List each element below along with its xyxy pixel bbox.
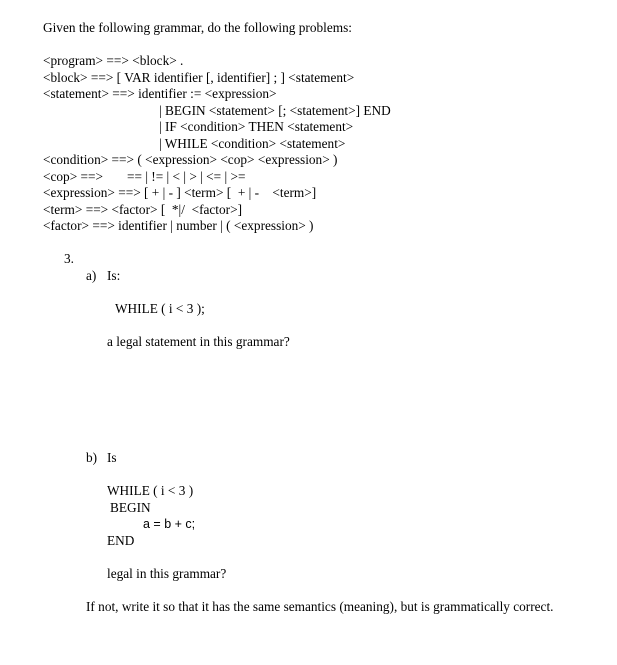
rule-program: <program> ==> <block> . xyxy=(43,53,184,68)
rule-statement-begin: | BEGIN <statement> [; <statement>] END xyxy=(159,103,391,118)
part-b-intro: Is xyxy=(107,450,117,465)
rule-factor: <factor> ==> identifier | number | ( <expression> ) xyxy=(43,218,314,233)
problem-number: 3. xyxy=(64,251,74,266)
intro-text: Given the following grammar, do the following problems: xyxy=(43,20,352,35)
part-b-code-begin: BEGIN xyxy=(110,500,151,515)
rule-statement: <statement> ==> identifier := <expression> xyxy=(43,86,277,101)
rule-term: <term> ==> <factor> [ *|/ <factor>] xyxy=(43,202,242,217)
rule-block: <block> ==> [ VAR identifier [, identifier] ; ] <statement> xyxy=(43,70,355,85)
part-b-question: legal in this grammar? xyxy=(107,566,227,581)
part-b-code-while: WHILE ( i < 3 ) xyxy=(107,483,194,498)
rule-cop-lhs: <cop> ==> xyxy=(43,169,104,184)
rule-cop-rhs: == | != | < | > | <= | >= xyxy=(127,169,246,184)
part-a-question: a legal statement in this grammar? xyxy=(107,334,290,349)
part-b-code-assign: a = b + c; xyxy=(143,517,196,531)
rule-expression: <expression> ==> [ + | - ] <term> [ + | - <term>] xyxy=(43,185,317,200)
part-a-intro: Is: xyxy=(107,268,121,283)
part-b-label: b) xyxy=(86,450,98,465)
part-b-followup: If not, write it so that it has the same semantics (meaning), but is grammatically correct. xyxy=(86,599,554,614)
part-a-code: WHILE ( i < 3 ); xyxy=(115,301,205,316)
rule-condition: <condition> ==> ( <expression> <cop> <expression> ) xyxy=(43,152,338,167)
part-b-code-end: END xyxy=(107,533,135,548)
rule-statement-while: | WHILE <condition> <statement> xyxy=(159,136,346,151)
rule-statement-if: | IF <condition> THEN <statement> xyxy=(159,119,354,134)
part-a-label: a) xyxy=(86,268,97,283)
